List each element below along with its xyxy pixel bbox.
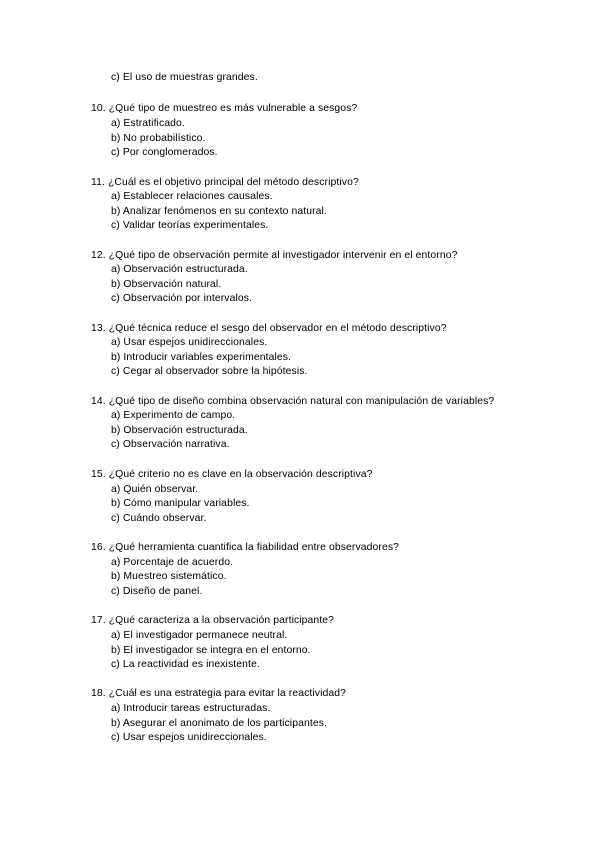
question-10-option-b: b) No probabilístico. (111, 133, 206, 144)
question-17-option-b: b) El investigador se integra en el entorno. (111, 645, 311, 656)
question-11-option-c: c) Validar teorías experimentales. (111, 220, 269, 231)
question-17-option-a: a) El investigador permanece neutral. (111, 630, 288, 641)
question-10-option-a: a) Estratificado. (111, 118, 185, 129)
question-18-option-c: c) Usar espejos unidireccionales. (111, 732, 267, 743)
question-13-option-a: a) Usar espejos unidireccionales. (111, 337, 268, 348)
question-11-text: 11. ¿Cuál es el objetivo principal del método descriptivo? (91, 177, 359, 188)
question-15-text: 15. ¿Qué criterio no es clave en la observación descriptiva? (91, 469, 373, 480)
question-14-option-a: a) Experimento de campo. (111, 410, 236, 421)
question-15-option-b: b) Cómo manipular variables. (111, 498, 250, 509)
question-12-option-b: b) Observación natural. (111, 279, 222, 290)
question-14-text: 14. ¿Qué tipo de diseño combina observación natural con manipulación de variables? (91, 396, 495, 407)
question-13-option-b: b) Introducir variables experimentales. (111, 352, 292, 363)
question-12-text: 12. ¿Qué tipo de observación permite al investigador intervenir en el entorno? (91, 250, 458, 261)
question-16-option-c: c) Diseño de panel. (111, 586, 203, 597)
question-15-option-c: c) Cuándo observar. (111, 513, 207, 524)
question-17-text: 17. ¿Qué caracteriza a la observación participante? (91, 615, 335, 626)
question-15-option-a: a) Quién observar. (111, 484, 199, 495)
question-16-option-a: a) Porcentaje de acuerdo. (111, 557, 234, 568)
question-18-option-a: a) Introducir tareas estructuradas. (111, 703, 271, 714)
question-18-option-b: b) Asegurar el anonimato de los participantes. (111, 718, 327, 729)
question-12-option-c: c) Observación por intervalos. (111, 293, 253, 304)
question-17-option-c: c) La reactividad es inexistente. (111, 659, 260, 670)
question-16-text: 16. ¿Qué herramienta cuantifica la fiabilidad entre observadores? (91, 542, 400, 553)
question-13-option-c: c) Cegar al observador sobre la hipótesis. (111, 366, 308, 377)
question-13-text: 13. ¿Qué técnica reduce el sesgo del observador en el método descriptivo? (91, 323, 447, 334)
question-10-text: 10. ¿Qué tipo de muestreo es más vulnerable a sesgos? (91, 103, 358, 114)
question-12-option-a: a) Observación estructurada. (111, 264, 248, 275)
question-16-option-b: b) Muestreo sistemático. (111, 571, 227, 582)
question-18-text: 18. ¿Cuál es una estrategia para evitar la reactividad? (91, 688, 347, 699)
question-9-option-c: c) El uso de muestras grandes. (111, 72, 258, 83)
question-10-option-c: c) Por conglomerados. (111, 147, 218, 158)
question-11-option-b: b) Analizar fenómenos en su contexto natural. (111, 206, 327, 217)
question-11-option-a: a) Establecer relaciones causales. (111, 191, 273, 202)
question-14-option-b: b) Observación estructurada. (111, 425, 248, 436)
question-14-option-c: c) Observación narrativa. (111, 439, 230, 450)
